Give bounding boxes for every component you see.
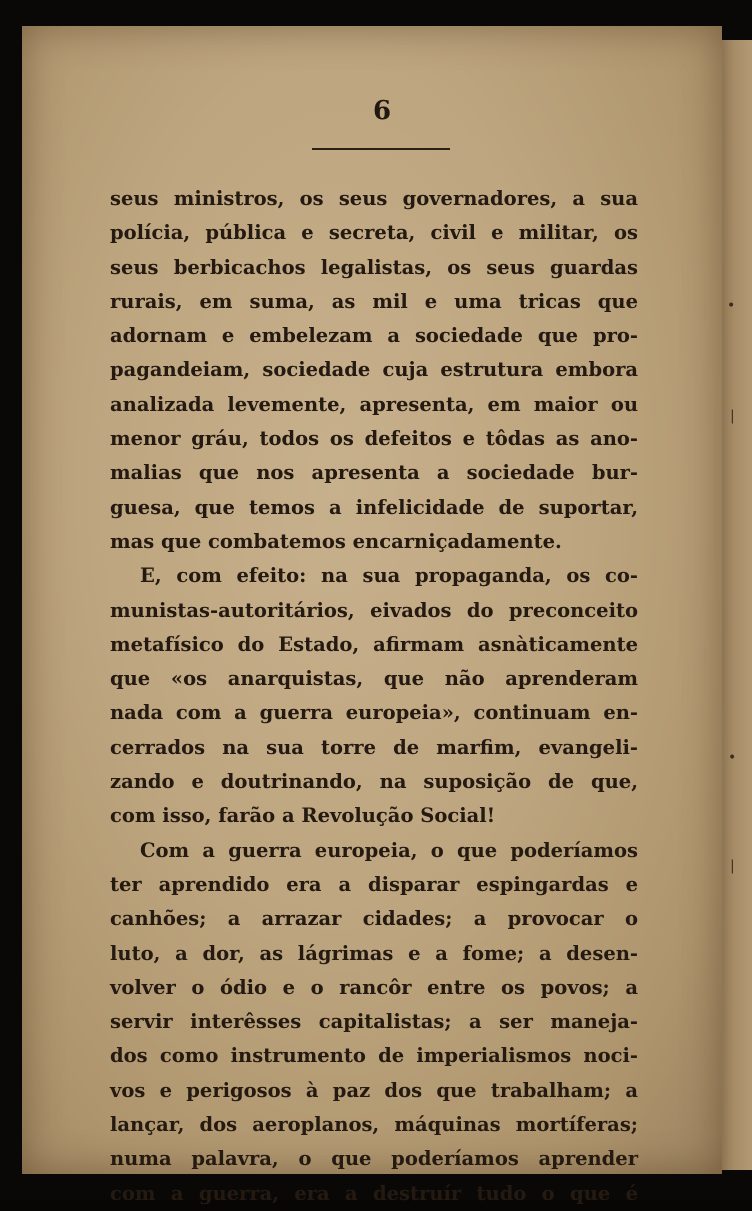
- text-line: adornam e embelezam a sociedade que pro-: [110, 324, 638, 348]
- body-text: [110, 182, 638, 1211]
- text-line: nada com a guerra europeia», continuam en-: [110, 701, 638, 725]
- text-line: zando e doutrinando, na suposição de que,: [110, 770, 638, 794]
- text-line: cerrados na sua torre de marfim, evangeli-: [110, 735, 638, 759]
- page-number-rule: [312, 148, 450, 150]
- text-line: com a guerra, era a destruír tudo o que é: [110, 1181, 638, 1205]
- text-line: malias que nos apresenta a sociedade bur-: [110, 461, 638, 485]
- text-line: menor gráu, todos os defeitos e tôdas as ano-: [110, 427, 638, 451]
- text-line: seus ministros, os seus governadores, a sua: [110, 187, 638, 210]
- paragraph-start-line: Com a guerra europeia, o que poderíamos: [140, 838, 638, 862]
- text-line: polícia, pública e secreta, civil e militar, os: [110, 221, 638, 245]
- adjacent-page-edge: [722, 40, 752, 1170]
- text-line: canhões; a arrazar cidades; a provocar o: [110, 907, 638, 931]
- text-line: pagandeiam, sociedade cuja estrutura embora: [110, 358, 638, 382]
- text-line: dos como instrumento de imperialismos noci-: [110, 1044, 638, 1068]
- text-line: munistas-autoritários, eivados do preconceito: [110, 598, 638, 622]
- paragraph-start-line: E, com efeito: na sua propaganda, os co-: [140, 564, 638, 588]
- text-line: vos e perigosos à paz dos que trabalham; a: [110, 1078, 638, 1102]
- edge-mark: |: [730, 858, 735, 874]
- text-line: guesa, que temos a infelicidade de suportar,: [110, 495, 638, 519]
- text-line: seus berbicachos legalistas, os seus guardas: [110, 255, 638, 279]
- text-line: mas que combatemos encarniçadamente.: [110, 529, 562, 553]
- edge-mark: •: [727, 298, 736, 314]
- edge-mark: |: [730, 408, 735, 424]
- text-line: numa palavra, o que poderíamos aprender: [110, 1147, 638, 1171]
- text-line: analizada levemente, apresenta, em maior ou: [110, 392, 638, 416]
- text-line: volver o ódio e o rancôr entre os povos; a: [110, 975, 638, 999]
- text-line: metafísico do Estado, afirmam asnàticamente: [110, 632, 638, 656]
- text-line: rurais, em suma, as mil e uma tricas que: [110, 289, 638, 313]
- text-line: servir interêsses capitalistas; a ser maneja-: [110, 1010, 638, 1034]
- book-page: [22, 26, 722, 1205]
- text-line: que «os anarquistas, que não aprenderam: [110, 667, 638, 691]
- text-line: com isso, farão a Revolução Social!: [110, 804, 496, 828]
- text-line: ter aprendido era a disparar espingardas e: [110, 872, 638, 896]
- text-line: luto, a dor, as lágrimas e a fome; a desen-: [110, 941, 638, 965]
- text-line: lançar, dos aeroplanos, máquinas mortíferas;: [110, 1113, 638, 1137]
- edge-mark: •: [728, 750, 737, 766]
- page-number: 6: [372, 96, 392, 126]
